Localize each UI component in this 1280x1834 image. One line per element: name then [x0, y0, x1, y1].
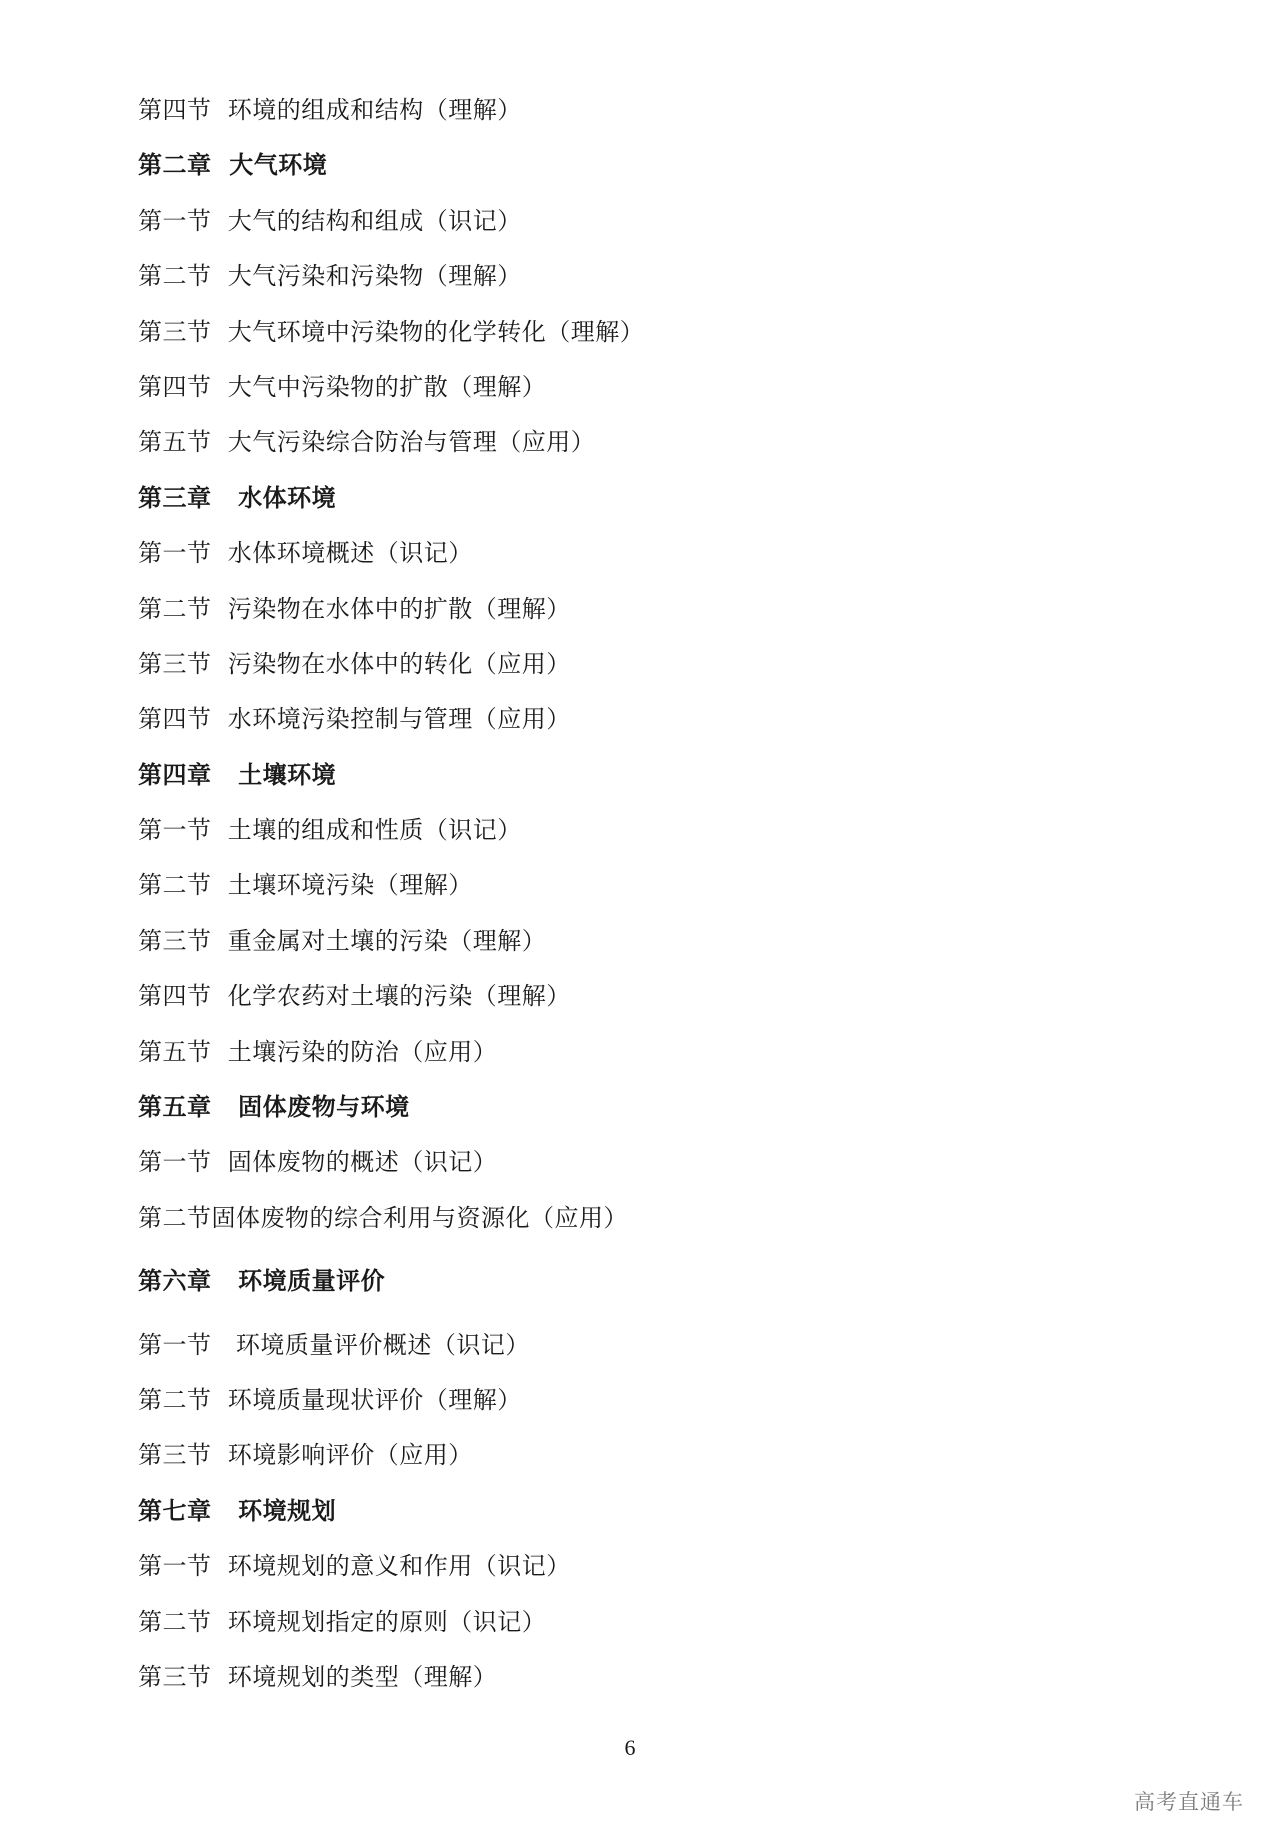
section-item: 第三节 大气环境中污染物的化学转化（理解） — [138, 317, 645, 346]
section-item: 第三节 环境规划的类型（理解） — [138, 1662, 498, 1691]
section-item: 第一节 土壤的组成和性质（识记） — [138, 816, 522, 845]
section-item: 第四节 环境的组成和结构（理解） — [138, 96, 522, 124]
chapter-heading: 第四章 土壤环境 — [138, 760, 337, 789]
section-item: 第一节 环境质量评价概述（识记） — [138, 1330, 530, 1359]
page-number: 6 — [624, 1735, 636, 1760]
section-item: 第一节 环境规划的意义和作用（识记） — [138, 1552, 571, 1581]
section-item: 第三节 污染物在水体中的转化（应用） — [138, 649, 571, 678]
section-item: 第五节 大气污染综合防治与管理（应用） — [138, 428, 596, 457]
chapter-heading: 第六章 环境质量评价 — [138, 1267, 386, 1296]
chapter-heading: 第二章 大气环境 — [138, 151, 328, 180]
section-item: 第三节 重金属对土壤的污染（理解） — [138, 926, 547, 955]
watermark-text: 高考直通车 — [1134, 1790, 1244, 1814]
section-item: 第一节 水体环境概述（识记） — [138, 539, 473, 568]
section-item: 第二节 大气污染和污染物（理解） — [138, 262, 522, 291]
section-item: 第二节 环境规划指定的原则（识记） — [138, 1607, 547, 1636]
section-item: 第四节 化学农药对土壤的污染（理解） — [138, 982, 571, 1011]
section-item: 第四节 大气中污染物的扩散（理解） — [138, 372, 547, 401]
chapter-heading: 第三章 水体环境 — [138, 483, 337, 512]
section-item: 第二节固体废物的综合利用与资源化（应用） — [138, 1203, 628, 1232]
section-item: 第二节 土壤环境污染（理解） — [138, 871, 473, 900]
section-item: 第四节 水环境污染控制与管理（应用） — [138, 705, 571, 734]
outline-list — [138, 88, 1138, 1710]
section-item: 第二节 污染物在水体中的扩散（理解） — [138, 594, 571, 623]
chapter-heading: 第五章 固体废物与环境 — [138, 1093, 410, 1122]
section-item: 第三节 环境影响评价（应用） — [138, 1441, 473, 1470]
section-item: 第五节 土壤污染的防治（应用） — [138, 1037, 498, 1066]
section-item: 第二节 环境质量现状评价（理解） — [138, 1385, 522, 1414]
section-item: 第一节 固体废物的概述（识记） — [138, 1148, 498, 1177]
chapter-heading: 第七章 环境规划 — [138, 1496, 337, 1525]
section-item: 第一节 大气的结构和组成（识记） — [138, 206, 522, 235]
